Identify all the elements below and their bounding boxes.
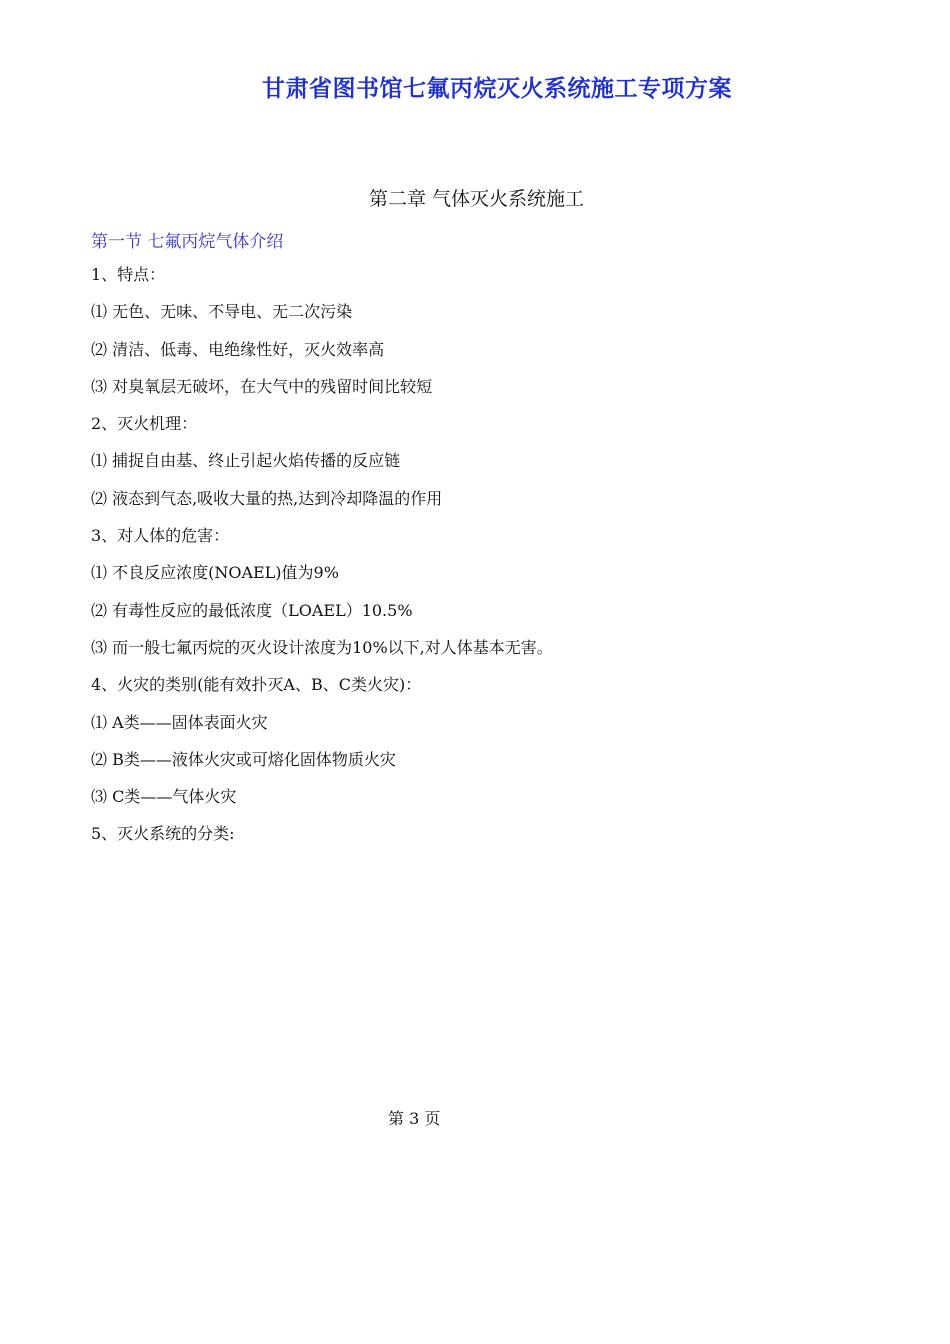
text-line: ⑵ 有毒性反应的最低浓度（LOAEL）10.5% (91, 600, 413, 620)
text-line: 2、灭火机理： (91, 414, 198, 434)
text-line: ⑵ 液态到气态,吸收大量的热,达到冷却降温的作用 (91, 488, 443, 508)
text-line: ⑴ 无色、无味、不导电、无二次污染 (91, 302, 353, 322)
text-line: ⑵ 清洁、低毒、电绝缘性好，灭火效率高 (91, 339, 385, 359)
text-line: ⑶ C类——气体火灾 (91, 787, 237, 807)
text-line: ⑶ 对臭氧层无破坏，在大气中的残留时间比较短 (91, 376, 433, 396)
text-line: ⑴ 捕捉自由基、终止引起火焰传播的反应链 (91, 451, 401, 471)
body-text (91, 264, 891, 861)
chapter-title: 第二章 气体灭火系统施工 (369, 188, 585, 210)
text-line: 1、特点： (91, 265, 166, 284)
text-line: 3、对人体的危害： (91, 526, 230, 546)
section-title: 第一节 七氟丙烷气体介绍 (91, 232, 284, 252)
text-line: 4、火灾的类别(能有效扑灭A、B、C类火灾)： (91, 675, 422, 695)
text-line: ⑴ A类——固体表面火灾 (91, 712, 268, 732)
page-number: 第 3 页 (388, 1109, 441, 1128)
document-title: 甘肃省图书馆七氟丙烷灭火系统施工专项方案 (262, 75, 732, 102)
text-line: 5、灭火系统的分类: (91, 824, 235, 844)
text-line: ⑴ 不良反应浓度(NOAEL)值为9% (91, 563, 339, 583)
text-line: ⑵ B类——液体火灾或可熔化固体物质火灾 (91, 749, 396, 769)
text-line: ⑶ 而一般七氟丙烷的灭火设计浓度为10%以下,对人体基本无害。 (91, 637, 553, 657)
